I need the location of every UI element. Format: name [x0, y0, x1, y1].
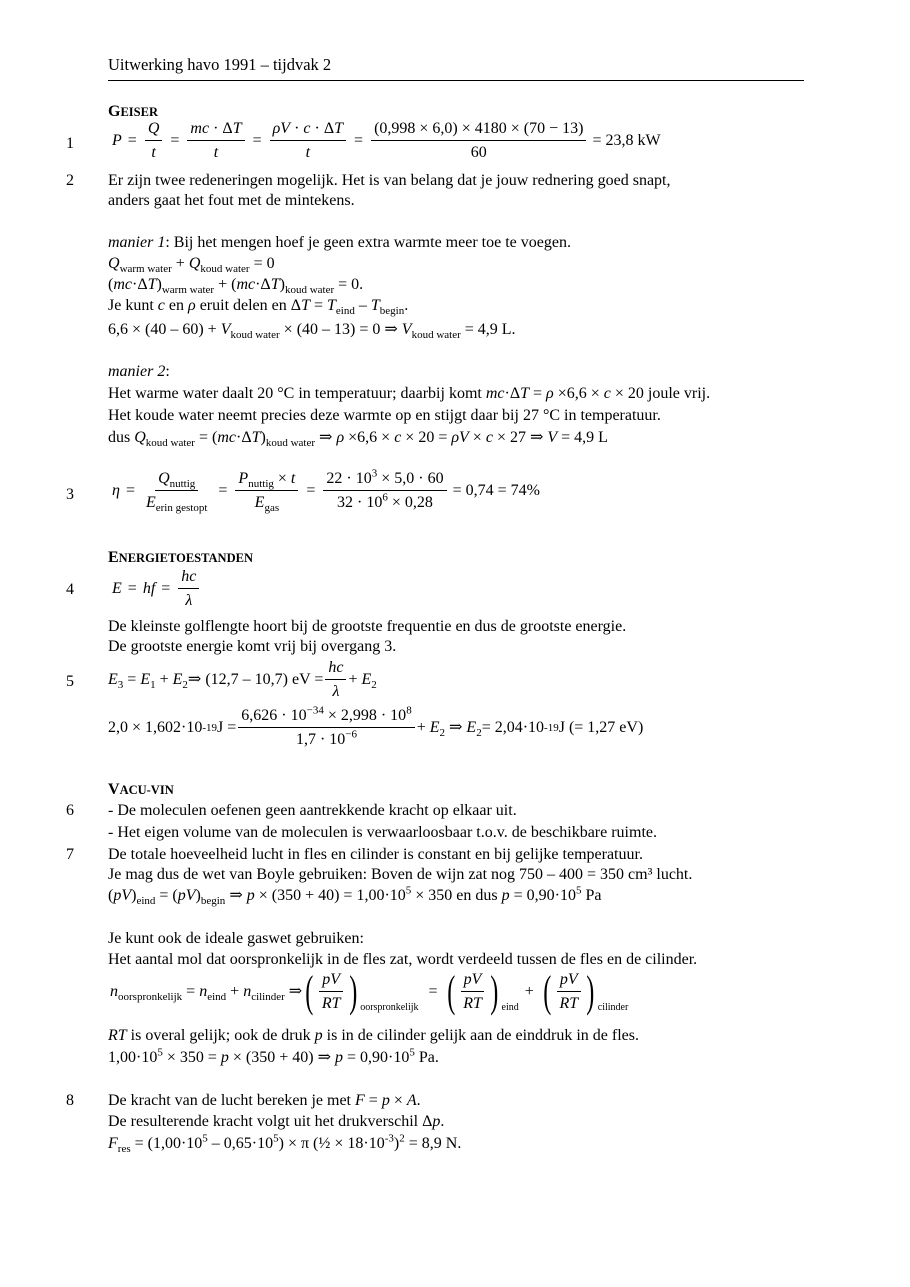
- q2-line2: anders gaat het fout met de mintekens.: [108, 192, 355, 209]
- q7-line1: De totale hoeveelheid lucht in fles en cilinder is constant en bij gelijke temperatuur.: [108, 846, 643, 863]
- q6-line2: - Het eigen volume van de moleculen is verwaarloosbaar t.o.v. de beschikbare ruimte.: [108, 824, 657, 841]
- q8-line2: De resulterende kracht volgt uit het drukverschil Δp.: [108, 1113, 445, 1130]
- q7-line7: RT is overal gelijk; ook de druk p is in de cilinder gelijk aan de einddruk in de fles.: [108, 1027, 639, 1044]
- q7-line8: $1,00\cdot 10^5 \times 350 = p \times (350 + 40)$ ⇒ $p = 0,90\cdot 10^5$ Pa.: [108, 1046, 439, 1066]
- manier2-line1: Het warme water daalt 20 °C in temperatuur; daarbij komt mc·ΔT = ρ ×6,6 × c × 20 joule vrij.: [108, 385, 711, 402]
- question-number-6: 6: [66, 802, 74, 819]
- q8-line3: $F_{res} = (1,00\cdot 10^5 - 0,65\cdot 10^5) \times \pi$ (½ × $18\cdot 10^{-3})^2 = 8,9$ N.: [108, 1132, 462, 1156]
- question-number-4: 4: [66, 581, 74, 598]
- manier2-label: manier 2:: [108, 363, 170, 380]
- q4-line2: De grootste energie komt vrij bij overgang 3.: [108, 638, 397, 655]
- q7-line3: $(pV)_{eind} = (pV)_{begin}$ ⇒ $p \times (350 + 40) = 1,00\cdot 10^5 \times 350$ en dus $p = 0,90\cdot 10^5$ Pa: [108, 884, 602, 908]
- question-number-1: 1: [66, 135, 74, 152]
- q7-line2: Je mag dus de wet van Boyle gebruiken: Boven de wijn zat nog 750 – 400 = 350 cm³ lucht.: [108, 866, 693, 883]
- q2-line1: Er zijn twee redeneringen mogelijk. Het is van belang dat je jouw rednering goed snapt,: [108, 172, 671, 189]
- manier1-line3: $(mc\cdot\Delta T)_{warm water} + (mc\cdot\Delta T)_{koud water} = 0$.: [108, 276, 364, 297]
- q7-line5: Het aantal mol dat oorspronkelijk in de fles zat, wordt verdeeld tussen de fles en de cilinder.: [108, 951, 698, 968]
- formula-q3: η = $\frac{Q_{nuttig}}{E_{erin gestopt}}$ = $\frac{P_{nuttig} \times t}{E_{gas}}$ = $\frac{22 \cdot 10^3 \times 5,0 \cdot 60}{32 \cdot 10^6 \times 0,28}$ = 0,74 = 74%: [112, 467, 540, 515]
- question-number-7: 7: [66, 846, 74, 863]
- question-number-2: 2: [66, 172, 74, 189]
- q7-line4: Je kunt ook de ideale gaswet gebruiken:: [108, 930, 364, 947]
- page-header: Uitwerking havo 1991 – tijdvak 2: [108, 55, 804, 81]
- question-number-8: 8: [66, 1092, 74, 1109]
- q8-line1: De kracht van de lucht bereken je met F = p × A.: [108, 1092, 421, 1109]
- manier1-line5: $6,6 \times (40 - 60) + V_{koud water} \times (40 - 13) = 0$ ⇒ $V_{koud water} = 4,9$ L.: [108, 321, 516, 342]
- manier1-line4: Je kunt c en ρ eruit delen en $\Delta T = T_{eind} - T_{begin}$.: [108, 297, 409, 318]
- section-title-vacuvin: VACU-VIN: [108, 781, 174, 798]
- question-number-5: 5: [66, 673, 74, 690]
- section-title-geiser: GEISER: [108, 103, 158, 120]
- formula-q4: E = hf = $\frac{hc}{\lambda}$: [112, 568, 201, 610]
- manier2-line3: dus $Q_{koud water} = (mc\cdot\Delta T)_{koud water}$ ⇒ ρ ×6,6 × c × 20 = ρV × c × 27 ⇒ V = 4,9 L: [108, 429, 608, 450]
- manier1-line1: manier 1: Bij het mengen hoef je geen extra warmte meer toe te voegen.: [108, 234, 571, 251]
- manier2-line2: Het koude water neemt precies deze warmte op en stijgt daar bij 27 °C in temperatuur.: [108, 407, 661, 424]
- question-number-3: 3: [66, 486, 74, 503]
- q6-line1: - De moleculen oefenen geen aantrekkende kracht op elkaar uit.: [108, 802, 517, 819]
- formula-q7-moles: $n_{oorspronkelijk} = n_{eind} + n_{cilinder}$ ⇒ ( $\frac{pV}{RT}$ ) oorspronkelijk = ( $\frac{pV}{RT}$ ) eind + ( $\frac{pV}{RT}$ ) cilinder: [110, 967, 629, 1016]
- q4-line1: De kleinste golflengte hoort bij de grootste frequentie en dus de grootste energie.: [108, 618, 627, 635]
- section-title-energietoestanden: ENERGIETOESTANDEN: [108, 549, 253, 566]
- formula-q5-line1: $E_3 = E_1 + E_2$ ⇒ (12,7 – 10,7) eV = $\frac{hc}{\lambda}$ + $E_2$: [108, 659, 377, 700]
- manier1-line2: $Q_{warm water} + Q_{koud water} = 0$: [108, 255, 275, 276]
- formula-q1: P = $\frac{Q}{t}$ = $\frac{mc \cdot \Delta T}{t}$ = $\frac{\rho V \cdot c \cdot \Delta T}{t}$ = $\frac{(0,998 \times 6,0) \times 4180 \times (70 - 13)}{60}$ = 23,8 kW: [112, 120, 661, 161]
- formula-q5-line2: 2,0 × 1,602·10 -19 J = $\frac{6,626 \cdot 10^{-34} \times 2,998 \cdot 10^8}{1,7 \cdot 10^{-6}}$ + $E_2$ ⇒ $E_2$ = 2,04·10 -19 J (= 1,27 eV): [108, 704, 644, 748]
